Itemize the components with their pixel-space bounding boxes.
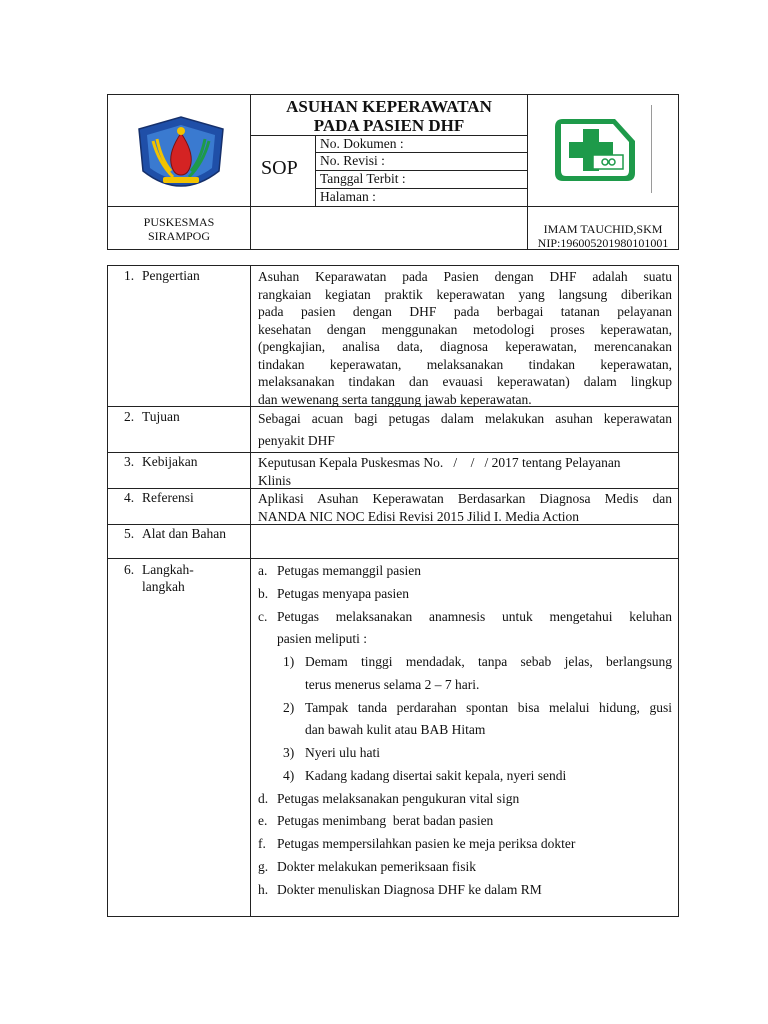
list-item: e. Petugas menimbang berat badan pasien [258, 813, 494, 829]
list-item: 1) Demam tinggi mendadak, tanpa sebab jelas, berlangsung [283, 654, 672, 669]
row-rule [108, 558, 678, 559]
list-item: 3) Nyeri ulu hati [283, 745, 380, 760]
list-item: g. Dokter melakukan pemeriksaan fisik [258, 858, 477, 874]
puskesmas-cross-logo-icon [553, 111, 645, 187]
list-item: 2) Tampak tanda perdarahan spontan bisa melalui hidung, gusi [283, 699, 672, 715]
issue-date-field: Tanggal Terbit : [320, 171, 406, 186]
regency-emblem-icon [133, 111, 229, 195]
sop-header [107, 94, 679, 250]
langkah-list: a. Petugas memanggil pasien b. Petugas menyapa pasien c. Petugas melaksanakan anamnesis untuk mengetahui keluhan pasien meliputi : 1) Demam tinggi mendadak, tanpa sebab jelas, berlangsung terus menerus selama 2 – 7 hari. 2) Tampak tanda perdarahan spontan bisa melalui hidung, gusi dan bawah kulit atau BAB Hitam 3) Nyeri ulu hati 4) Kadang kadang disertai sakit kepala, nyeri sendi d. Petugas melaksanakan pengukuran vital sign e. Petugas menimbang berat badan pasien f. Petugas mempersilahkan pasien ke meja periksa dokter g. Dokter melakukan pemeriksaan fisik h. Dokter menuliskan Diagnosa DHF ke dalam RM [258, 560, 672, 901]
sop-body-table [107, 265, 679, 917]
list-item: b. Petugas menyapa pasien [258, 585, 409, 601]
row-label-kebijakan: 3. Kebijakan [124, 454, 198, 469]
header-rule [108, 206, 678, 207]
tujuan-text: Sebagai acuan bagi petugas dalam melakukan asuhan keperawatan penyakit DHF [258, 411, 672, 448]
organization-name: PUSKESMAS SIRAMPOG [143, 215, 215, 243]
list-item: a. Petugas memanggil pasien [258, 563, 421, 578]
list-item: h. Dokter menuliskan Diagnosa DHF ke dalam RM [258, 881, 542, 897]
page-number-field: Halaman : [320, 189, 376, 204]
revision-number-field: No. Revisi : [320, 153, 385, 168]
signer-nip: NIP:196005201980101001 [537, 236, 669, 250]
row-label-pengertian: 1. Pengertian [124, 268, 200, 283]
list-item: c. Petugas melaksanakan anamnesis untuk mengetahui keluhan [258, 608, 672, 624]
row-label-alat-bahan: 5. Alat dan Bahan [124, 526, 226, 541]
pengertian-text: Asuhan Keparawatan pada Pasien dengan DHF adalah suatu rangkaian kegiatan praktik keperawatan yang langsung diberikan pada pasien dengan DHF pada berbagai tatanan pelayanan kesehatan dengan menggunakan metodologi proses keperawatan, (pengkajian, analisa data, diagnosa keperawatan, merencanakan tindakan keperawatan, melaksanakan tindakan keperawatan, melaksanakan tindakan dan evauasi keperawatan) dalam lingkup dan wewenang serta tanggung jawab keperawatan. [258, 269, 672, 407]
column-divider [250, 266, 251, 917]
row-label-referensi: 4. Referensi [124, 490, 194, 505]
sop-label: SOP [261, 157, 298, 179]
referensi-text: Aplikasi Asuhan Keperawatan Berdasarkan Diagnosa Medis dan NANDA NIC NOC Edisi Revisi 2015 Jilid I. Media Action [258, 491, 672, 524]
list-item: 4) Kadang kadang disertai sakit kepala, nyeri sendi [283, 767, 567, 783]
document-title: ASUHAN KEPERAWATAN PADA PASIEN DHF [286, 97, 492, 135]
row-rule [108, 452, 678, 453]
document-number-field: No. Dokumen : [320, 136, 404, 151]
logo-edge-line [651, 105, 652, 193]
signer-block [528, 222, 678, 250]
list-item: d. Petugas melaksanakan pengukuran vital sign [258, 790, 520, 806]
row-label-langkah: 6. Langkah- langkah [124, 562, 194, 594]
signer-name: IMAM TAUCHID,SKM [543, 222, 663, 236]
row-label-tujuan: 2. Tujuan [124, 409, 180, 424]
kebijakan-text: Keputusan Kepala Puskesmas No. / / / 2017 tentang Pelayanan Klinis [258, 455, 621, 488]
list-item: f. Petugas mempersilahkan pasien ke meja periksa dokter [258, 836, 576, 851]
